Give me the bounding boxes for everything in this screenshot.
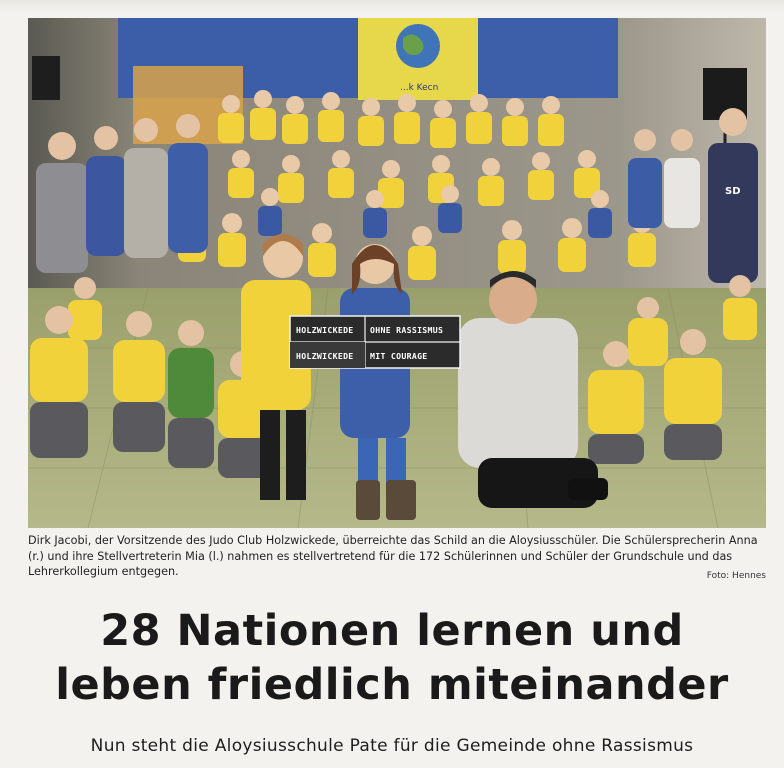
sign-row1-right: OHNE RASSISMUS (370, 325, 444, 335)
hoodie-text: SD (725, 186, 741, 197)
holzwickede-sign (290, 316, 460, 368)
sign-row2-right: MIT COURAGE (370, 351, 428, 361)
headline-line-2: leben friedlich miteinander (55, 660, 729, 710)
adult-left-1 (36, 163, 88, 273)
article-photo (28, 18, 766, 528)
photo-credit: Foto: Hennes (706, 571, 766, 581)
article-headline (0, 604, 784, 712)
sign-row2-left: HOLZWICKEDE (296, 351, 354, 361)
blue-curtain-right (468, 18, 618, 98)
adult-left-2 (86, 156, 126, 256)
photo-caption: Dirk Jacobi, der Vorsitzende des Judo Club Holzwickede, überreichte das Schild an die Aloysiusschüler. Die Schülersprecherin Anna (r.) und ihre Stellvertreterin Mia (l.) nahmen es stellvertretend für die 172 Schülerinnen und Schüler der Grundschule und das Lehrerkollegium entgegen. (28, 534, 758, 578)
photo-scene (28, 18, 766, 528)
adult-in-hoodie (708, 143, 758, 283)
headline-line-1: 28 Nationen lernen und (100, 606, 684, 656)
man-dirk-jacobi (458, 318, 578, 468)
page-top-edge (0, 0, 784, 14)
speaker-left (32, 56, 60, 100)
sign-row1-left: HOLZWICKEDE (296, 325, 354, 335)
article-subheadline: Nun steht die Aloysiusschule Pate für die Gemeinde ohne Rassismus (90, 736, 694, 756)
banner-text: ...k Kecn (400, 83, 439, 93)
child-green-sweater (168, 348, 214, 418)
